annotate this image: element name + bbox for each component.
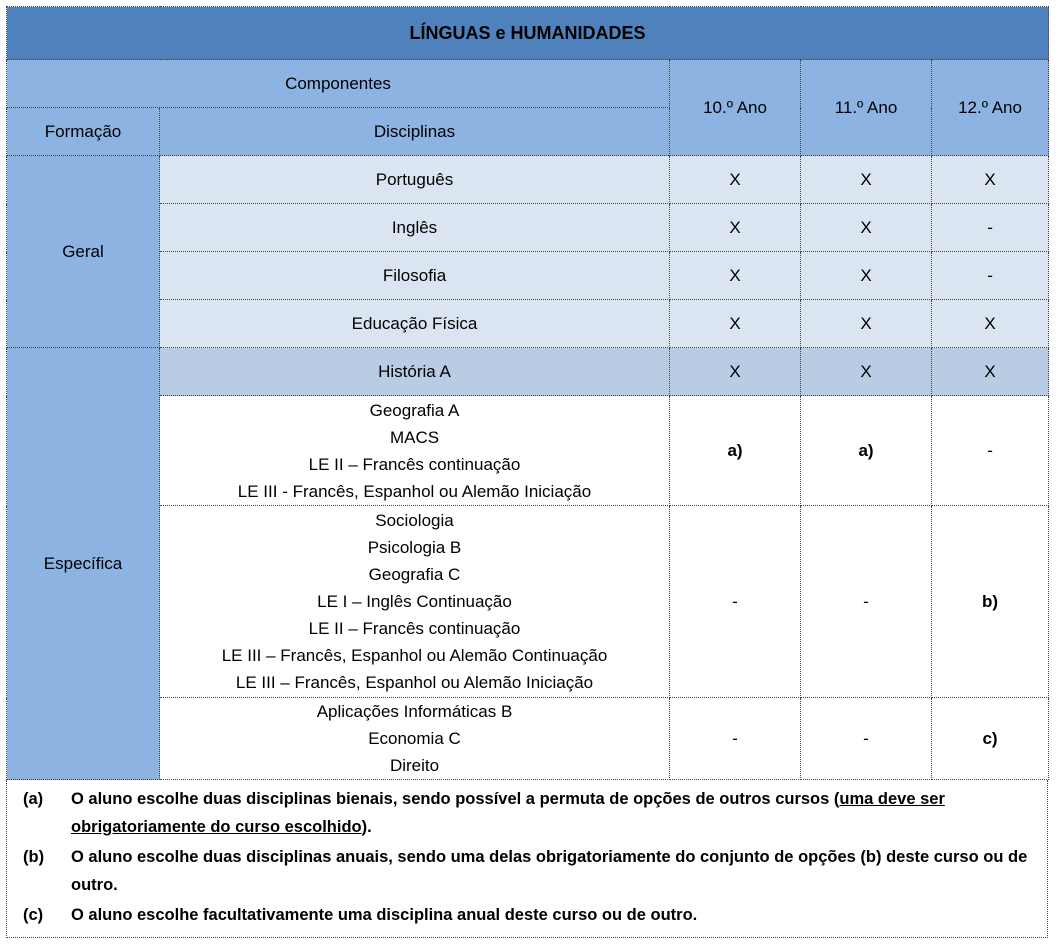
mark-cell: -	[670, 506, 801, 698]
discipline-name: História A	[378, 361, 451, 381]
discipline-name: Aplicações Informáticas B	[316, 702, 513, 721]
mark-cell: X	[932, 348, 1049, 396]
discipline-cell	[160, 348, 670, 396]
mark-cell: X	[670, 252, 801, 300]
footnote-text: O aluno escolhe facultativamente uma disciplina anual deste curso ou de outro.	[71, 906, 698, 924]
mark-cell: X	[801, 204, 932, 252]
footnote-a	[23, 785, 1037, 841]
discipline-name: Português	[375, 169, 454, 189]
mark-cell: -	[932, 252, 1049, 300]
discipline-name: Psicologia B	[367, 538, 462, 557]
disciplinas-header: Disciplinas	[160, 108, 670, 156]
table-title: LÍNGUAS e HUMANIDADES	[7, 7, 1049, 60]
mark-cell: X	[801, 252, 932, 300]
year-header-10: 10.º Ano	[670, 60, 801, 156]
course-plan	[6, 6, 1048, 938]
footnote-text: O aluno escolhe duas disciplinas anuais, sendo uma delas obrigatoriamente do conjunto de opções (b) deste curso ou de outro.	[71, 848, 1028, 894]
discipline-name: Sociologia	[375, 511, 454, 530]
mark-cell: a)	[670, 396, 801, 506]
discipline-name: Geografia C	[368, 565, 461, 584]
footnote-c	[23, 901, 1037, 929]
mark-cell: -	[801, 506, 932, 698]
footnote-label: (c)	[23, 906, 44, 924]
footnote-text-end: ).	[361, 818, 372, 836]
discipline-name: Inglês	[391, 217, 438, 237]
course-table	[6, 6, 1049, 780]
formacao-header: Formação	[7, 108, 160, 156]
footnote-label: (a)	[23, 790, 44, 808]
discipline-cell	[160, 698, 670, 780]
discipline-name: Geografia A	[369, 400, 460, 420]
discipline-cell	[160, 156, 670, 204]
componentes-header: Componentes	[7, 60, 670, 108]
mark-cell: X	[670, 204, 801, 252]
discipline-name: MACS	[389, 427, 440, 447]
footnote-underlined-text: uma deve ser obrigatoriamente do curso escolhido	[71, 790, 945, 836]
footnote-label: (b)	[23, 848, 45, 866]
footnote-b	[23, 843, 1037, 899]
group-especifica: Específica	[7, 348, 160, 780]
footnote-text	[71, 785, 1037, 841]
mark-cell: X	[932, 156, 1049, 204]
discipline-name: Educação Física	[351, 313, 478, 333]
discipline-name: LE III – Francês, Espanhol ou Alemão Continuação	[221, 646, 608, 665]
mark-cell: c)	[932, 698, 1049, 780]
footnotes	[6, 780, 1048, 938]
mark-cell: X	[801, 156, 932, 204]
discipline-name: LE II – Francês continuação	[308, 454, 521, 474]
discipline-name: LE III – Francês, Espanhol ou Alemão Iniciação	[235, 673, 594, 692]
mark-cell: X	[670, 300, 801, 348]
mark-cell: -	[932, 396, 1049, 506]
discipline-name: Filosofia	[382, 265, 447, 285]
discipline-name: LE II – Francês continuação	[308, 619, 521, 638]
mark-cell: -	[801, 698, 932, 780]
discipline-cell	[160, 300, 670, 348]
mark-cell: -	[932, 204, 1049, 252]
mark-cell: X	[670, 348, 801, 396]
mark-cell: -	[670, 698, 801, 780]
year-header-11: 11.º Ano	[801, 60, 932, 156]
discipline-name: Direito	[389, 756, 440, 775]
discipline-cell	[160, 204, 670, 252]
footnote-text-main: O aluno escolhe duas disciplinas bienais, sendo possível a permuta de opções de outros cursos (	[71, 790, 840, 808]
mark-cell: X	[801, 300, 932, 348]
mark-cell: X	[670, 156, 801, 204]
year-header-12: 12.º Ano	[932, 60, 1049, 156]
mark-cell: b)	[932, 506, 1049, 698]
mark-cell: a)	[801, 396, 932, 506]
mark-cell: X	[932, 300, 1049, 348]
discipline-name: LE I – Inglês Continuação	[317, 592, 512, 611]
discipline-cell	[160, 506, 670, 698]
discipline-cell	[160, 252, 670, 300]
discipline-cell	[160, 396, 670, 506]
discipline-name: Economia C	[368, 729, 461, 748]
discipline-name: LE III - Francês, Espanhol ou Alemão Iniciação	[237, 481, 592, 501]
mark-cell: X	[801, 348, 932, 396]
group-geral: Geral	[7, 156, 160, 348]
